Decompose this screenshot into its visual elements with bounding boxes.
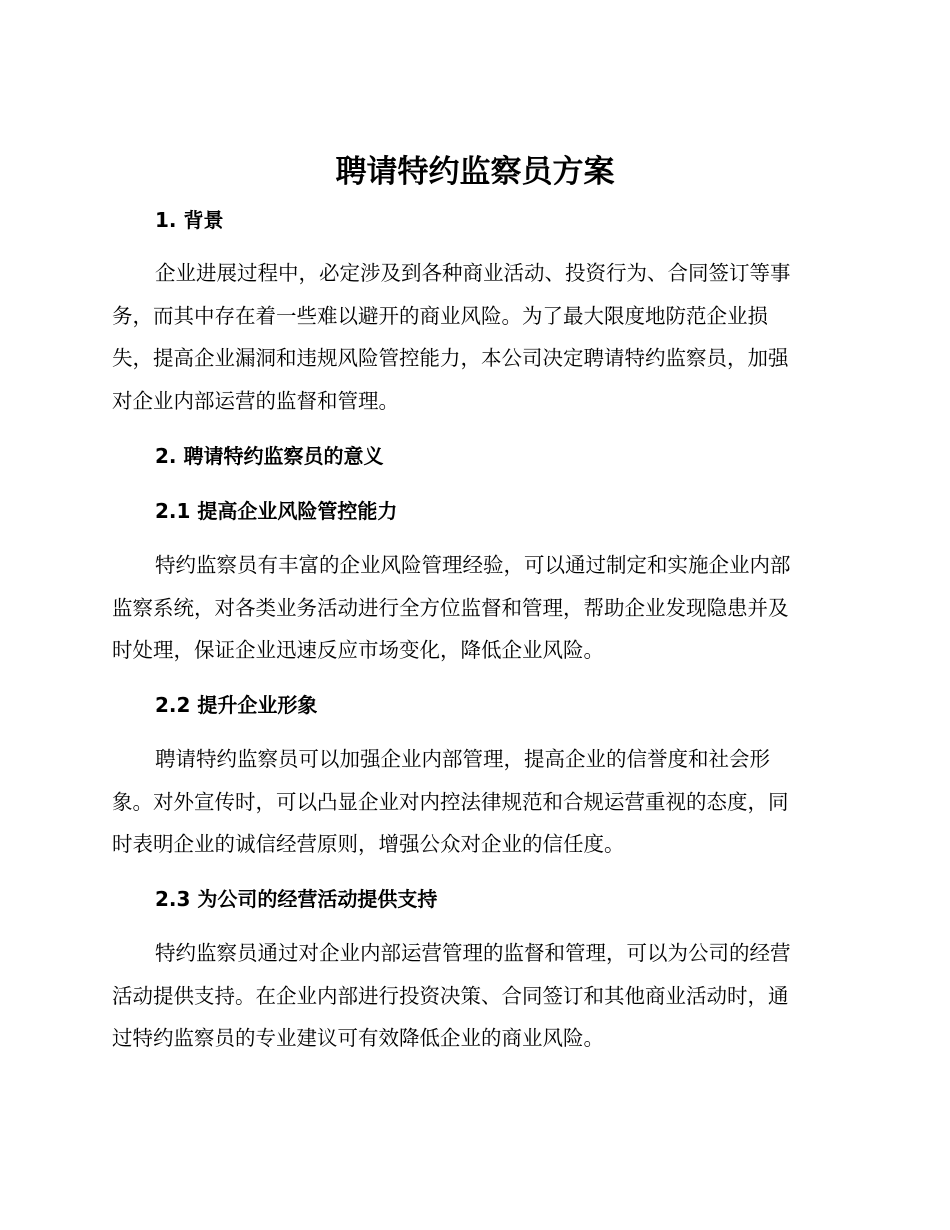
section-heading-background: 1. 背景: [155, 208, 224, 232]
document-title: 聘请特约监察员方案: [335, 154, 615, 190]
section-heading-risk-control: 2.1 提高企业风险管控能力: [155, 499, 398, 523]
paragraph-line: 特约监察员有丰富的企业风险管理经验，可以通过制定和实施企业内部: [155, 553, 791, 577]
paragraph-line: 失，提高企业漏洞和违规风险管控能力，本公司决定聘请特约监察员，加强: [112, 346, 789, 370]
paragraph-line: 监察系统，对各类业务活动进行全方位监督和管理，帮助企业发现隐患并及: [112, 595, 789, 620]
section-heading-support: 2.3 为公司的经营活动提供支持: [155, 887, 438, 911]
paragraph-line: 务，而其中存在着一些难以避开的商业风险。为了最大限度地防范企业损: [112, 303, 768, 328]
paragraph-background: [112, 252, 832, 422]
paragraph-line: 象。对外宣传时，可以凸显企业对内控法律规范和合规运营重视的态度，同: [112, 789, 789, 814]
section-heading-image: 2.2 提升企业形象: [155, 693, 318, 717]
paragraph-risk-control: [112, 544, 832, 672]
paragraph-line: 特约监察员通过对企业内部运营管理的监督和管理，可以为公司的经营: [155, 941, 791, 965]
paragraph-line: 活动提供支持。在企业内部进行投资决策、合同签订和其他商业活动时，通: [112, 983, 789, 1008]
section-heading-significance: 2. 聘请特约监察员的意义: [155, 444, 384, 468]
paragraph-line: 时处理，保证企业迅速反应市场变化，降低企业风险。: [112, 638, 604, 662]
paragraph-line: 企业进展过程中，必定涉及到各种商业活动、投资行为、合同签订等事: [155, 261, 791, 285]
paragraph-support: [112, 932, 832, 1060]
paragraph-image: [112, 738, 832, 866]
paragraph-line: 时表明企业的诚信经营原则，增强公众对企业的信任度。: [112, 832, 625, 856]
paragraph-line: 聘请特约监察员可以加强企业内部管理，提高企业的信誉度和社会形: [155, 747, 770, 771]
paragraph-line: 对企业内部运营的监督和管理。: [112, 388, 399, 413]
paragraph-line: 过特约监察员的专业建议可有效降低企业的商业风险。: [112, 1026, 604, 1050]
